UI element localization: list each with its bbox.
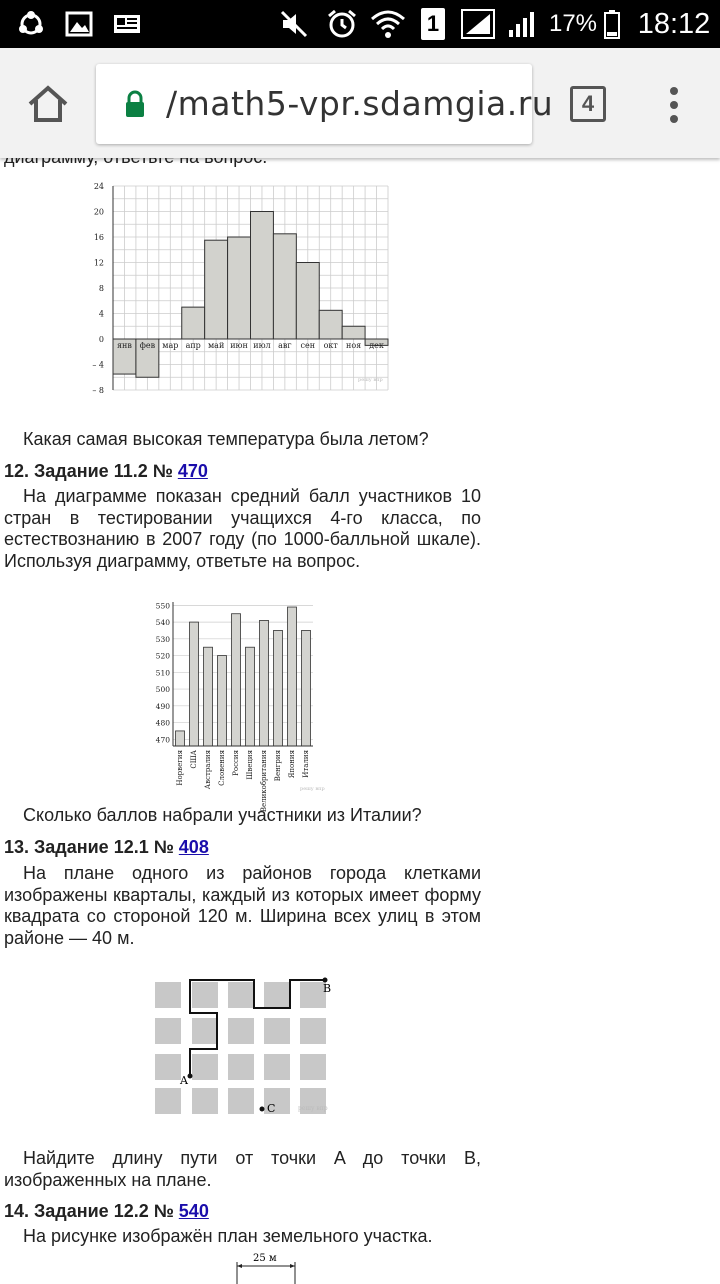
y-tick-label: 490 [155, 701, 170, 711]
url-text: /math5-vpr.sdamgia.ru [166, 84, 554, 123]
bar [228, 237, 251, 339]
bar [246, 647, 255, 746]
x-tick-label: Швеция [246, 750, 254, 780]
x-tick-label: Россия [232, 750, 240, 776]
x-tick-label: июн [230, 341, 248, 350]
x-tick-label: Австралия [204, 750, 212, 790]
question-11-1: Какая самая высокая температура была летом? [23, 429, 429, 449]
point-c-marker [260, 1107, 265, 1112]
task-13-question: Найдите длину пути от точки A до точки B, изображенных на плане. [4, 1148, 481, 1190]
x-tick-label: Словения [218, 750, 226, 786]
sync-icon [14, 0, 48, 48]
bar [205, 240, 228, 339]
task-13-heading [4, 837, 209, 858]
wifi-icon [368, 0, 408, 48]
city-blocks [155, 982, 326, 1114]
status-bar [0, 0, 720, 48]
bar [232, 614, 241, 746]
bar [260, 620, 269, 746]
bar [302, 630, 311, 746]
task-12-prefix: 12. Задание 11.2 № [4, 461, 178, 481]
bar [204, 647, 213, 746]
bar [288, 607, 297, 746]
task-13-prefix: 13. Задание 12.1 № [4, 837, 179, 857]
x-tick-label: Норвегия [176, 750, 184, 786]
bar [342, 326, 365, 339]
tab-switcher-button[interactable] [570, 86, 606, 122]
x-tick-label: май [207, 341, 225, 350]
signal-icon [504, 0, 540, 48]
watermark: решу впр [358, 377, 383, 383]
news-icon [110, 0, 144, 48]
gallery-icon [62, 0, 96, 48]
task-14-text: На рисунке изображён план земельного участка. [23, 1226, 433, 1246]
x-tick-label: июл [253, 341, 271, 350]
task-14-link[interactable]: 540 [178, 1201, 209, 1221]
x-tick-label: янв [117, 341, 132, 350]
sim-slot-label: 1 [421, 8, 445, 40]
y-tick-label: – 4 [92, 360, 104, 370]
y-tick-label: 480 [155, 718, 170, 728]
temperature-chart [0, 178, 480, 428]
y-tick-label: 500 [155, 685, 170, 695]
x-tick-label: Великобритания [260, 750, 268, 813]
point-c-label: C [267, 1102, 276, 1115]
bar [176, 731, 185, 746]
task-12-link[interactable]: 470 [177, 461, 208, 481]
scores-chart [145, 598, 345, 813]
bar [296, 263, 319, 340]
home-icon[interactable] [26, 84, 70, 124]
browser-toolbar [0, 48, 720, 158]
tab-count: 4 [581, 91, 595, 116]
y-tick-label: 530 [155, 634, 170, 644]
task-13-text: На плане одного из районов города клетками изображены кварталы, каждый из которых имеет форму квадрата со стороной 120 м. Ширина всех улиц в этом районе — 40 м. [4, 863, 481, 948]
bar [319, 310, 342, 339]
y-tick-label: 540 [155, 618, 170, 628]
x-tick-label: США [190, 750, 198, 769]
task-14-prefix: 14. Задание 12.2 № [4, 1201, 179, 1221]
x-tick-label: сен [300, 341, 316, 350]
bar [190, 622, 199, 746]
y-tick-label: 20 [93, 207, 104, 217]
y-tick-label: 12 [93, 258, 104, 268]
x-tick-label: Венгрия [274, 750, 282, 782]
lock-icon [124, 90, 146, 118]
point-a-marker [188, 1074, 193, 1079]
task-12-heading [4, 461, 208, 482]
task-12-text: На диаграмме показан средний балл участников 10 стран в тестировании учащихся 4-го класса, по естествознанию в 2007 году (по 1000-балльной шкале). Используя диаграмму, ответьте на вопрос. [4, 486, 481, 571]
y-tick-label: 510 [155, 668, 170, 678]
y-tick-label: 550 [155, 601, 170, 611]
battery-icon [602, 0, 622, 48]
x-tick-label: авг [278, 341, 292, 350]
menu-icon[interactable] [664, 86, 684, 124]
page-content [0, 158, 720, 1280]
x-tick-label: дек [369, 341, 384, 350]
task-14-heading [4, 1201, 209, 1222]
bar [218, 656, 227, 746]
y-tick-label: 4 [98, 309, 104, 319]
task-12-question: Сколько баллов набрали участники из Италии? [23, 805, 422, 825]
bar [251, 212, 274, 340]
x-tick-label: мар [162, 341, 179, 350]
x-tick-label: ноя [346, 341, 362, 350]
watermark: решу впр [298, 1105, 328, 1112]
plan-dimension-label: 25 м [253, 1253, 277, 1264]
y-tick-label: 470 [155, 735, 170, 745]
mute-icon [276, 0, 312, 48]
clock: 18:12 [637, 7, 711, 40]
x-tick-label: Италия [302, 750, 310, 778]
signal-icon [458, 0, 498, 48]
x-tick-label: апр [185, 341, 201, 350]
x-tick-label: окт [323, 341, 338, 350]
url-bar[interactable] [96, 64, 554, 144]
y-tick-label: 16 [93, 233, 104, 242]
point-b-label: B [323, 982, 332, 995]
sim1-icon [420, 0, 446, 48]
land-plan-diagram [225, 1248, 345, 1284]
y-tick-label: 8 [98, 284, 104, 293]
y-tick-label: – 8 [92, 386, 104, 395]
bar [182, 307, 205, 339]
watermark: решу впр [300, 786, 325, 792]
y-tick-label: 0 [98, 335, 104, 344]
bar [274, 630, 283, 746]
bar [273, 234, 296, 339]
city-plan-diagram [150, 970, 350, 1120]
alarm-icon [324, 0, 360, 48]
task-13-link[interactable]: 408 [178, 837, 209, 857]
y-tick-label: 24 [93, 182, 104, 191]
x-tick-label: Япония [288, 750, 296, 779]
point-a-label: A [180, 1074, 188, 1087]
battery-percent: 17% [548, 10, 598, 37]
x-tick-label: фев [139, 341, 156, 350]
y-tick-label: 520 [155, 651, 170, 661]
